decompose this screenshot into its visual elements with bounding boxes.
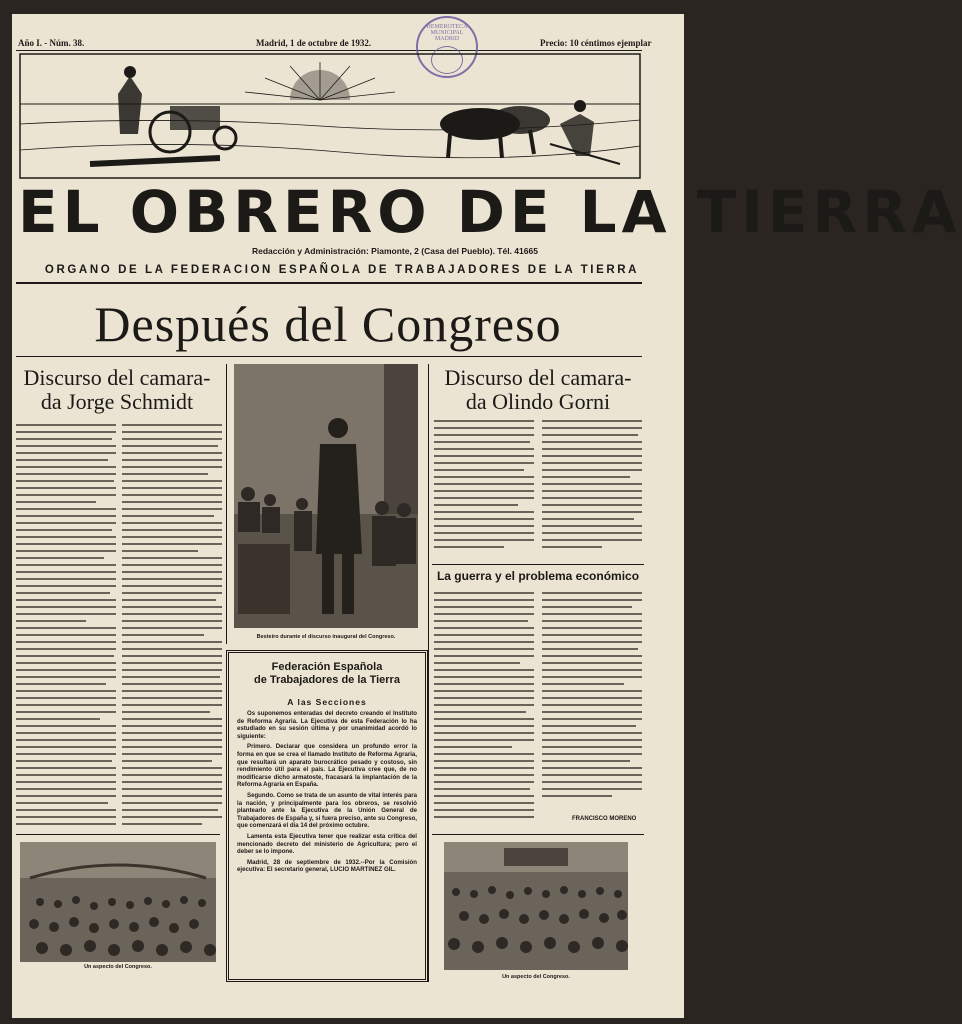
right-photo-rule bbox=[432, 834, 644, 835]
right-congress-photo bbox=[444, 842, 628, 970]
text-lines bbox=[434, 418, 534, 558]
main-headline: Después del Congreso bbox=[94, 296, 562, 352]
crowd-image bbox=[20, 842, 216, 962]
issue-number: Año I. - Núm. 38. bbox=[18, 38, 85, 48]
text-lines bbox=[542, 590, 642, 810]
stamp-text: HEMEROTECA MUNICIPAL MADRID bbox=[426, 24, 468, 42]
notice-title-line2: de Trabajadores de la Tierra bbox=[254, 674, 400, 686]
text-lines bbox=[16, 422, 116, 830]
price: Precio: 10 céntimos ejemplar bbox=[540, 38, 652, 48]
notice-paragraph-1: Os suponemos enteradas del decreto creando el Instituto de Reforma Agraria. La Ejecutiva de esta Federación lo ha estudiado en su sesión última y por unanimidad acordó lo siguiente: bbox=[237, 710, 417, 740]
left-photo-rule bbox=[16, 834, 220, 835]
oxen-plough-icon bbox=[440, 100, 620, 164]
notice-paragraph-2: Primero. Declarar que considera un profundo error la forma en que se crea el llamado Instituto de Reforma Agraria, que resultará un aparato burocrático pesado y costoso, sin rendimiento útil para el país. La Ejecutiva cree que, de no modificarse dicho armatoste, fracasará la implantación de la Reforma Agraria en España. bbox=[237, 743, 417, 789]
right-article-col1 bbox=[434, 418, 534, 558]
top-rule bbox=[16, 50, 642, 51]
left-congress-photo bbox=[20, 842, 216, 962]
notice-title-line1: Federación Española bbox=[271, 661, 383, 673]
left-title-line1: Discurso del camara- bbox=[23, 365, 211, 390]
left-title-line2: da Jorge Schmidt bbox=[40, 389, 194, 414]
text-lines bbox=[542, 418, 642, 558]
guerra-col2 bbox=[542, 590, 642, 810]
notice-section: A las Secciones bbox=[287, 697, 367, 707]
notice-title bbox=[237, 661, 417, 687]
right-title-line2: da Olindo Gorni bbox=[465, 389, 611, 414]
left-article-col1 bbox=[16, 422, 116, 830]
guerra-col1 bbox=[434, 590, 534, 826]
left-article-title bbox=[12, 366, 222, 414]
column-divider-left bbox=[226, 364, 227, 644]
masthead-title: EL OBRERO DE LA TIERRA bbox=[18, 178, 962, 246]
besteiro-photo bbox=[234, 364, 418, 628]
notice-paragraph-3: Segundo. Como se trata de un asunto de vital interés para la nación, y principalmente para los obreros, se resolvió plantearlo ante la Ejecutiva de la Unión General de Trabajadores de España y, si fuera preciso, ante su Congreso, que comenzará el día 14 del próximo octubre. bbox=[237, 791, 417, 830]
article-author: FRANCISCO MORENO bbox=[572, 816, 637, 822]
besteiro-caption: Besteiro durante el discurso inaugural del Congreso. bbox=[256, 634, 396, 640]
redaccion-address: Redacción y Administración: Piamonte, 2 (Casa del Pueblo). Tél. 41665 bbox=[252, 246, 538, 256]
farm-illustration bbox=[20, 54, 640, 178]
right-article-title bbox=[432, 366, 644, 414]
notice-paragraph-4: Lamenta esta Ejecutiva tener que realizar esta crítica del mencionado decreto del ministerio de Agricultura; pero el deber se lo impone. bbox=[237, 832, 417, 856]
masthead-rule bbox=[16, 282, 642, 284]
left-article-col2 bbox=[122, 422, 222, 830]
right-subhead-rule bbox=[432, 564, 644, 565]
speaker-image bbox=[234, 364, 418, 628]
headline-rule bbox=[16, 356, 642, 357]
dateline: Madrid, 1 de octubre de 1932. bbox=[256, 38, 372, 48]
tractor-icon bbox=[90, 66, 236, 164]
newspaper-page bbox=[12, 14, 962, 1018]
text-lines bbox=[122, 422, 222, 830]
left-photo-caption: Un aspecto del Congreso. bbox=[84, 964, 152, 970]
notice-paragraph-5: Madrid, 28 de septiembre de 1932.--Por la Comisión ejecutiva: El secretario general, LUCIO MARTINEZ GIL. bbox=[237, 858, 417, 874]
crowd-image bbox=[444, 842, 628, 970]
right-article-col2 bbox=[542, 418, 642, 558]
federation-notice-box bbox=[226, 650, 428, 982]
organ-subtitle: ORGANO DE LA FEDERACION ESPAÑOLA DE TRABAJADORES DE LA TIERRA bbox=[44, 264, 640, 276]
right-title-line1: Discurso del camara- bbox=[444, 365, 632, 390]
column-divider-right bbox=[428, 364, 429, 982]
text-lines bbox=[434, 590, 534, 826]
guerra-subhead: La guerra y el problema económico bbox=[436, 569, 640, 583]
right-photo-caption: Un aspecto del Congreso. bbox=[502, 974, 570, 980]
